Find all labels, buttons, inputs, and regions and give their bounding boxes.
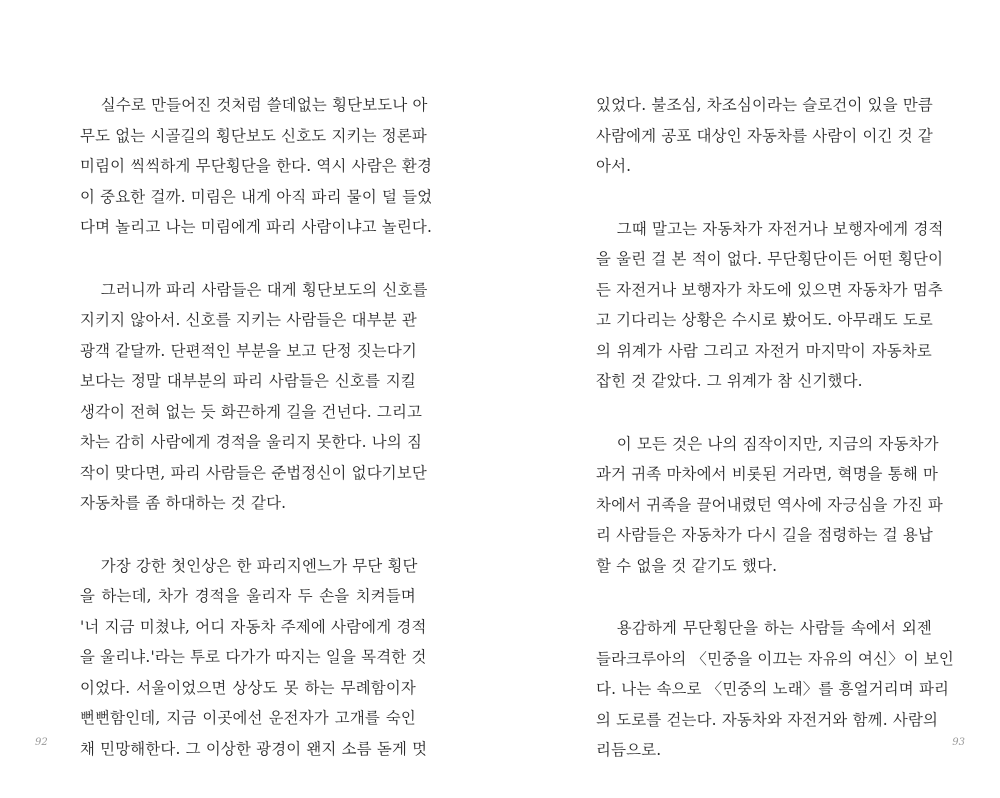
paragraph [596,90,932,182]
text-line: 실수로 만들어진 것처럼 쓸데없는 횡단보도나 아 [100,96,428,114]
text-line: 이었다. 서울이었으면 상상도 못 하는 무례함이자 [80,678,416,697]
text-line: 과거 귀족 마차에서 비롯된 거라면, 혁명을 통해 마 [596,465,939,483]
text-line: 용감하게 무단횡단을 하는 사람들 속에서 외젠 [616,619,932,637]
text-line: 다며 놀리고 나는 미림에게 파리 사람이냐고 놀린다. [80,218,433,236]
page-number: 92 [35,737,48,748]
text-line: 이 중요한 걸까. 미림은 내게 아직 파리 물이 덜 들었 [80,187,433,206]
paragraph [596,214,944,397]
paragraph [80,90,433,243]
text-line: 무도 없는 시골길의 횡단보도 신호도 지키는 정론파 [80,126,427,145]
text-line: 리듬으로. [596,741,662,759]
text-line: 보다는 정말 대부분의 파리 사람들은 신호를 지킬 [80,372,416,390]
text-line: 을 하는데, 차가 경적을 울리자 두 손을 치켜들며 [80,587,416,605]
text-line: 리 사람들은 자동차가 다시 길을 점령하는 걸 용납 [596,526,933,544]
text-line: 을 울리냐.'라는 투로 다가가 따지는 일을 목격한 것 [80,648,427,666]
left-page-body [80,90,433,796]
paragraph [596,613,954,766]
text-line: 뻔뻔함인데, 지금 이곳에선 운전자가 고개를 숙인 [80,709,416,727]
text-line: 작이 맞다면, 파리 사람들은 준법정신이 없다기보단 [80,463,427,482]
text-line: 있었다. 불조심, 차조심이라는 슬로건이 있을 만큼 [596,96,933,114]
text-line: 미림이 씩씩하게 무단횡단을 한다. 역시 사람은 환경 [80,157,433,175]
text-line: 생각이 전혀 없는 듯 화끈하게 길을 건넌다. 그리고 [80,402,423,421]
text-line: 잡힌 것 같았다. 그 위계가 참 신기했다. [596,372,863,390]
text-line: 할 수 없을 것 같기도 했다. [596,556,778,575]
text-line: 채 민망해한다. 그 이상한 광경이 왠지 소름 돋게 멋 [80,739,428,758]
text-line: 이 모든 것은 나의 짐작이지만, 지금의 자동차가 [616,434,939,453]
text-line: 의 위계가 사람 그리고 자전거 마지막이 자동차로 [596,341,932,360]
text-line: 지키지 않아서. 신호를 지키는 사람들은 대부분 관 [80,311,417,329]
text-line: 광객 같달까. 단편적인 부분을 보고 단정 짓는다기 [80,341,417,360]
text-line: 의 도로를 걷는다. 자동차와 자전거와 함께. 사람의 [596,710,939,729]
left-page [0,0,500,782]
paragraph [596,429,943,582]
text-line: 사람에게 공포 대상인 자동차를 사람이 이긴 것 같 [596,126,933,145]
text-line: 차는 감히 사람에게 경적을 울리지 못한다. 나의 짐 [80,433,423,451]
text-line: 을 울린 걸 본 적이 없다. 무단횡단이든 어떤 횡단이 [596,250,944,268]
paragraph [80,551,428,765]
text-line: 아서. [596,157,632,175]
text-line: 들라크루아의 〈민중을 이끄는 자유의 여신〉이 보인 [596,649,954,668]
text-line: 든 자전거나 보행자가 차도에 있으면 자동차가 멈추 [596,280,943,299]
text-line: 자동차를 좀 하대하는 것 같다. [80,494,287,512]
text-line: 가장 강한 첫인상은 한 파리지엔느가 무단 횡단 [100,556,418,575]
right-page-body [596,90,954,798]
text-line: 고 기다리는 상황은 수시로 봤어도. 아무래도 도로 [596,311,933,329]
text-line: 그때 말고는 자동차가 자전거나 보행자에게 경적 [616,219,944,238]
paragraph [80,275,428,519]
text-line: 다. 나는 속으로 〈민중의 노래〉를 흥얼거리며 파리 [596,680,950,698]
right-page [500,0,1000,782]
text-line: '너 지금 미쳤냐, 어디 자동차 주제에 사람에게 경적 [80,617,427,636]
text-line: 차에서 귀족을 끌어내렸던 역사에 자긍심을 가진 파 [596,495,943,514]
page-number: 93 [952,737,965,748]
text-line: 그러니까 파리 사람들은 대게 횡단보도의 신호를 [100,280,428,299]
